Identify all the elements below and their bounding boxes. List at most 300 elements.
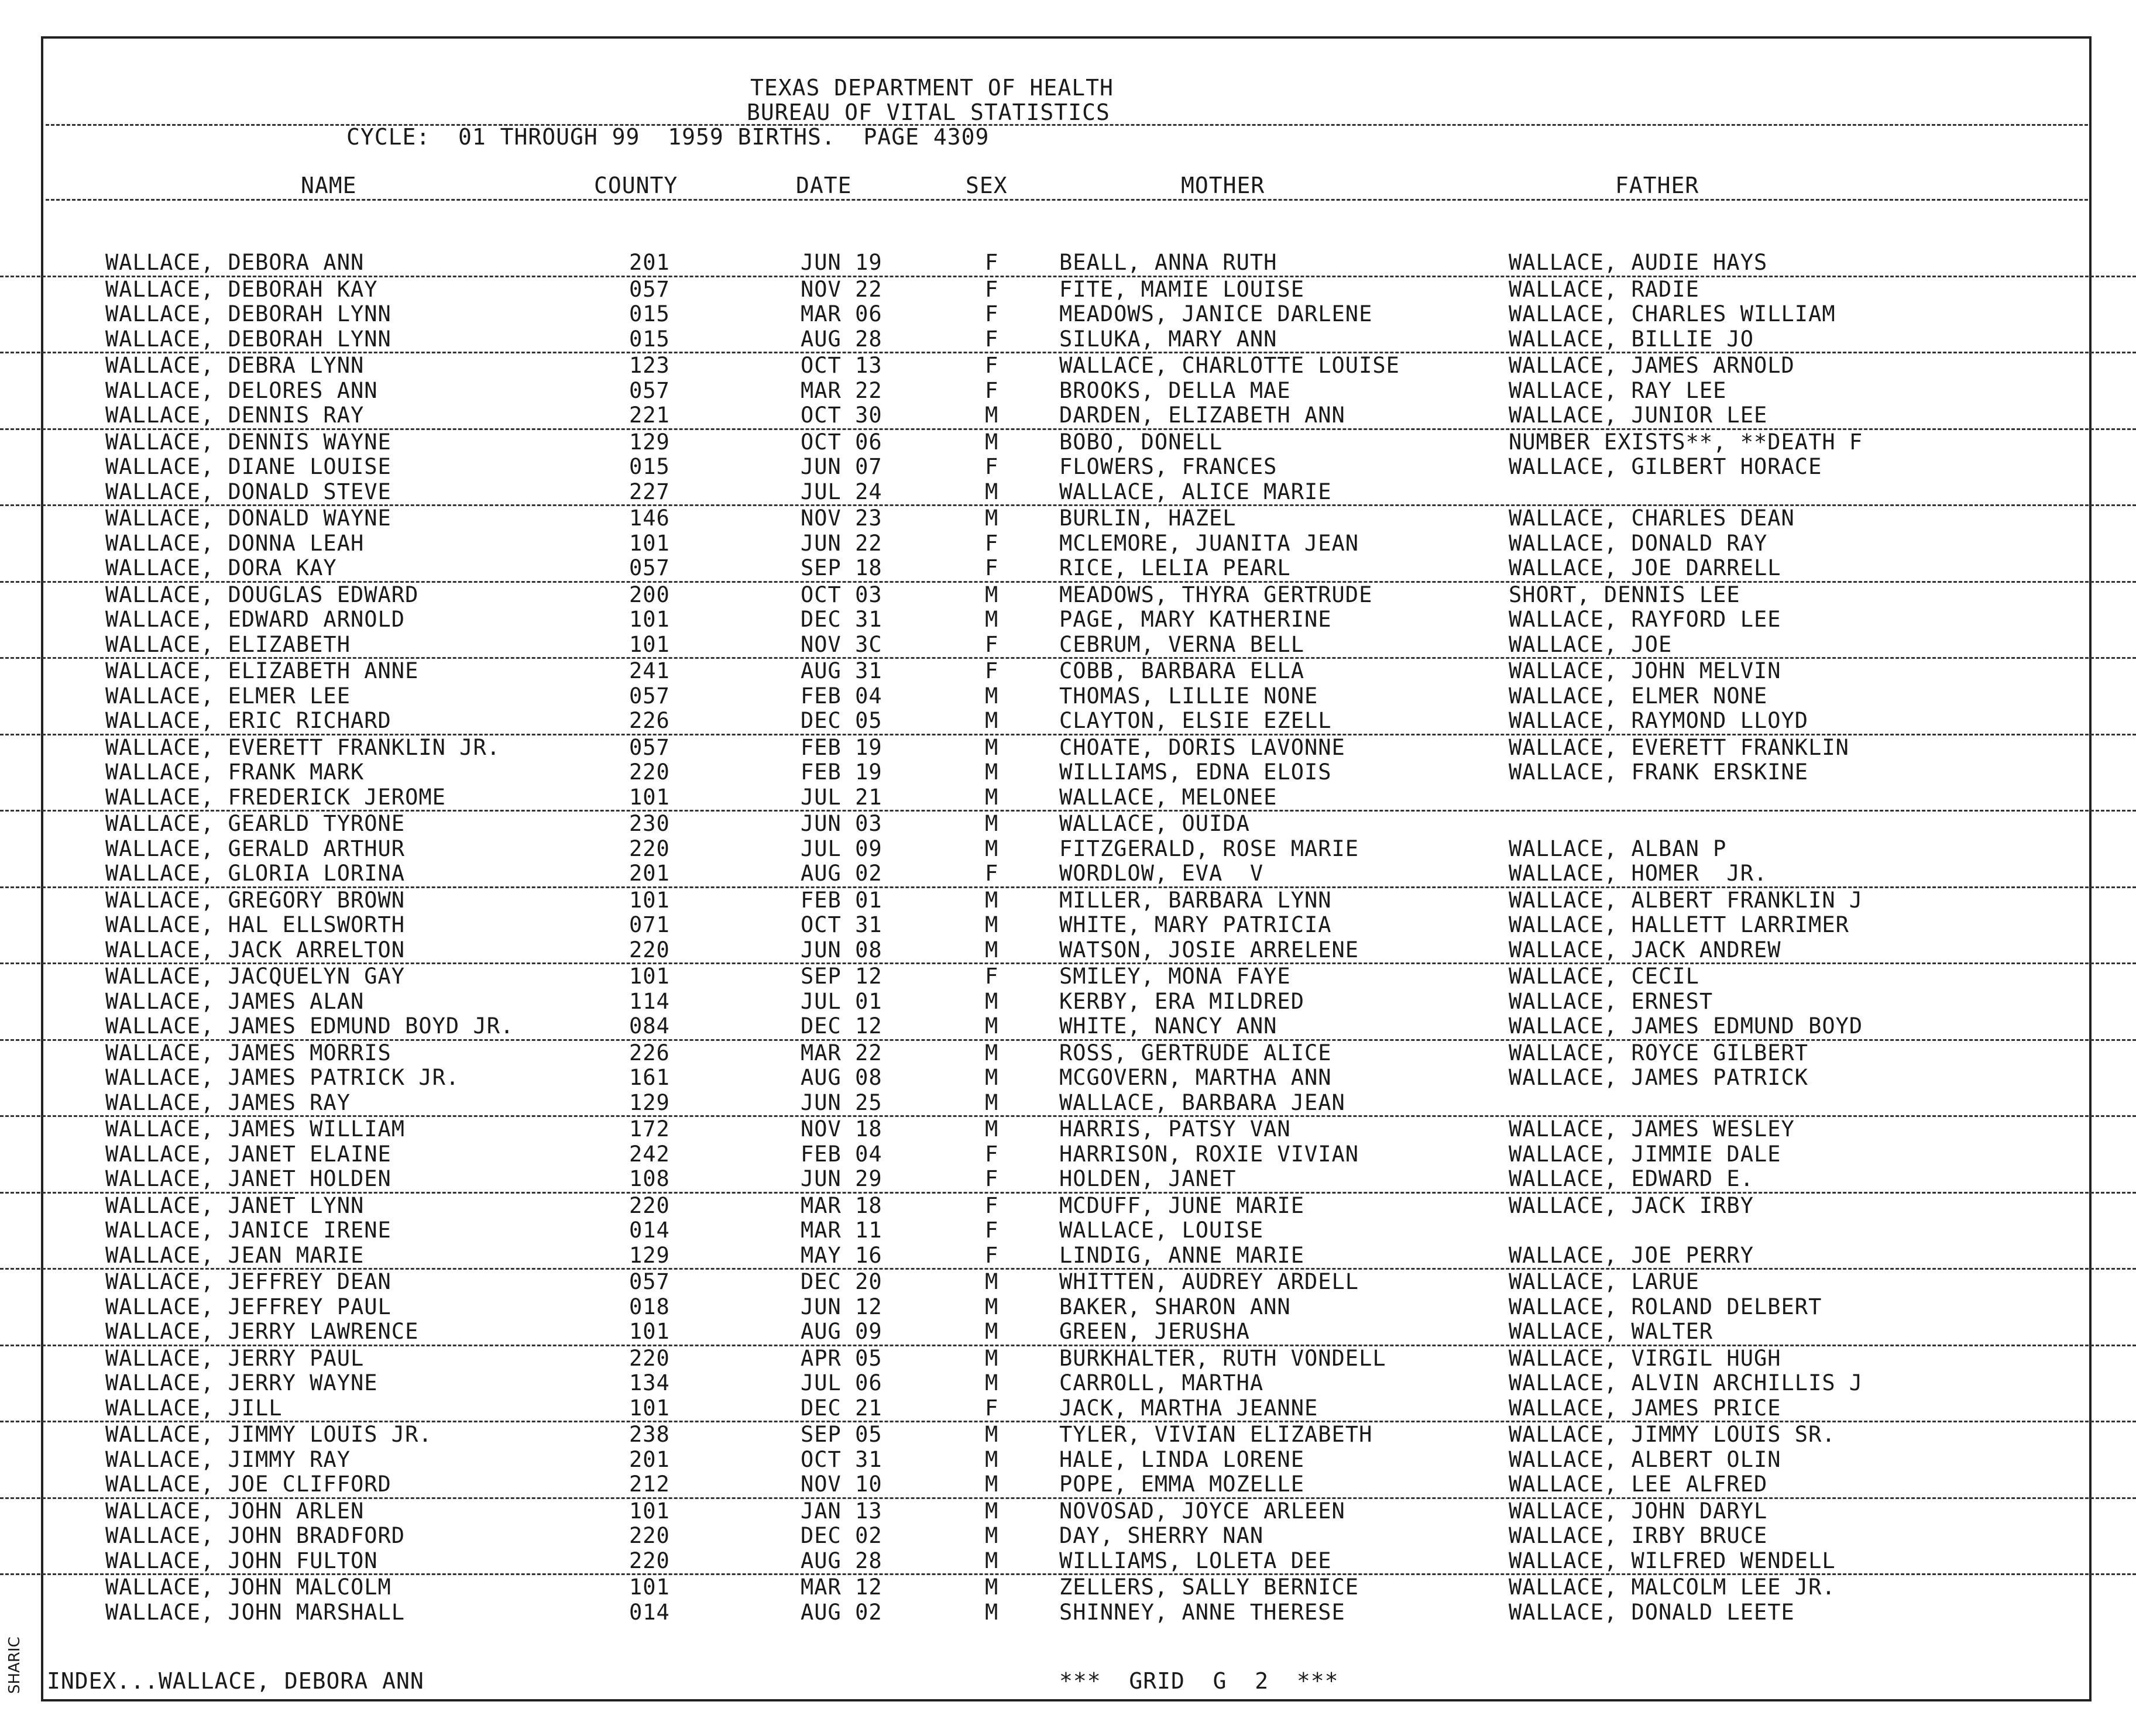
table-row [0, 607, 2136, 632]
table-row [0, 1396, 2136, 1423]
cell-mother: SHINNEY, ANNE THERESE [1059, 1599, 1345, 1625]
cell-county: 161 [629, 1065, 670, 1090]
cell-name: WALLACE, JOHN MALCOLM [105, 1575, 392, 1600]
cell-mother: MEADOWS, JANICE DARLENE [1059, 301, 1373, 326]
cell-county: 101 [629, 631, 670, 657]
records-table [0, 250, 2136, 1625]
cell-name: WALLACE, JOHN BRADFORD [105, 1523, 406, 1548]
cell-mother: SMILEY, MONA FAYE [1059, 964, 1291, 989]
table-row [0, 1600, 2136, 1625]
cell-sex: F [985, 555, 999, 580]
table-row [0, 659, 2136, 684]
cell-sex: F [985, 964, 999, 989]
column-header-sex: SEX [966, 173, 1008, 198]
cell-mother: WALLACE, MELONEE [1059, 784, 1278, 810]
cell-mother: JACK, MARTHA JEANNE [1059, 1395, 1318, 1421]
cell-county: 221 [629, 403, 670, 428]
cell-father: WALLACE, ALBAN P [1509, 836, 1727, 861]
cell-date: OCT 30 [801, 403, 882, 428]
table-row [0, 379, 2136, 404]
cell-date: MAR 11 [801, 1218, 882, 1243]
cell-county: 057 [629, 734, 670, 760]
cell-mother: THOMAS, LILLIE NONE [1059, 683, 1318, 709]
table-row [0, 1218, 2136, 1243]
cell-county: 108 [629, 1166, 670, 1191]
cell-name: WALLACE, DENNIS RAY [105, 403, 365, 428]
cell-father: WALLACE, LARUE [1509, 1269, 1699, 1294]
cell-sex: M [985, 912, 999, 937]
cell-father: WALLACE, RAYMOND LLOYD [1509, 708, 1809, 733]
cell-mother: WHITE, MARY PATRICIA [1059, 912, 1332, 937]
cell-name: WALLACE, JANET LYNN [105, 1192, 365, 1218]
cell-county: 220 [629, 1548, 670, 1573]
cell-date: NOV 23 [801, 506, 882, 531]
cell-sex: M [985, 1370, 999, 1395]
cell-name: WALLACE, JAMES WILLIAM [105, 1116, 406, 1142]
cell-sex: M [985, 836, 999, 861]
cell-name: WALLACE, JIMMY LOUIS JR. [105, 1422, 432, 1447]
cell-county: 123 [629, 353, 670, 378]
table-row [0, 1371, 2136, 1396]
table-row [0, 1270, 2136, 1295]
cell-county: 230 [629, 811, 670, 836]
cell-county: 101 [629, 1395, 670, 1421]
cell-date: OCT 06 [801, 429, 882, 455]
cell-date: MAR 22 [801, 1040, 882, 1065]
cell-name: WALLACE, JEFFREY DEAN [105, 1269, 392, 1294]
cell-name: WALLACE, DEBORAH LYNN [105, 301, 392, 326]
cell-mother: MCLEMORE, JUANITA JEAN [1059, 530, 1359, 556]
table-row [0, 1524, 2136, 1549]
table-row [0, 455, 2136, 480]
cell-county: 238 [629, 1422, 670, 1447]
table-row [0, 583, 2136, 608]
cell-name: WALLACE, DONNA LEAH [105, 530, 365, 556]
cell-father: WALLACE, BILLIE JO [1509, 326, 1754, 352]
cell-father: WALLACE, JOE PERRY [1509, 1242, 1754, 1268]
cell-sex: M [985, 1599, 999, 1625]
table-row [0, 760, 2136, 785]
cell-mother: WHITE, NANCY ANN [1059, 1013, 1278, 1039]
cell-father: WALLACE, EVERETT FRANKLIN [1509, 734, 1849, 760]
table-row [0, 250, 2136, 277]
cell-date: FEB 04 [801, 683, 882, 709]
cell-county: 172 [629, 1116, 670, 1142]
column-header-mother: MOTHER [1181, 173, 1265, 198]
cell-name: WALLACE, JOE CLIFFORD [105, 1472, 392, 1497]
cell-mother: WATSON, JOSIE ARRELENE [1059, 937, 1359, 962]
table-row [0, 277, 2136, 302]
cell-father: WALLACE, JAMES ARNOLD [1509, 353, 1795, 378]
cell-county: 129 [629, 1089, 670, 1115]
cell-name: WALLACE, ELMER LEE [105, 683, 351, 709]
cell-mother: KERBY, ERA MILDRED [1059, 988, 1304, 1014]
cell-father: WALLACE, JACK ANDREW [1509, 937, 1781, 962]
cell-mother: WALLACE, CHARLOTTE LOUISE [1059, 353, 1400, 378]
column-header-name: NAME [301, 173, 357, 198]
cell-name: WALLACE, JOHN FULTON [105, 1548, 378, 1573]
cell-name: WALLACE, JAMES MORRIS [105, 1040, 392, 1065]
cell-date: JUN 22 [801, 530, 882, 556]
cell-name: WALLACE, JAMES RAY [105, 1089, 351, 1115]
cell-sex: M [985, 1065, 999, 1090]
cell-county: 018 [629, 1294, 670, 1319]
cell-mother: BAKER, SHARON ANN [1059, 1294, 1291, 1319]
cell-date: AUG 02 [801, 1599, 882, 1625]
cell-county: 212 [629, 1472, 670, 1497]
cell-name: WALLACE, DONALD STEVE [105, 479, 392, 504]
table-row [0, 735, 2136, 761]
cell-father: WALLACE, ALVIN ARCHILLIS J [1509, 1370, 1863, 1395]
cell-mother: PAGE, MARY KATHERINE [1059, 607, 1332, 632]
cell-county: 200 [629, 582, 670, 607]
cell-name: WALLACE, GEARLD TYRONE [105, 811, 406, 836]
cell-date: FEB 19 [801, 759, 882, 785]
table-row [0, 1142, 2136, 1167]
table-row [0, 327, 2136, 354]
cell-father: WALLACE, AUDIE HAYS [1509, 250, 1768, 275]
cell-county: 101 [629, 1575, 670, 1600]
table-row [0, 964, 2136, 989]
cell-county: 226 [629, 1040, 670, 1065]
cell-county: 242 [629, 1141, 670, 1167]
cell-date: MAR 18 [801, 1192, 882, 1218]
cell-date: FEB 19 [801, 734, 882, 760]
cell-father: WALLACE, RADIE [1509, 276, 1699, 302]
table-row [0, 1422, 2136, 1448]
cell-sex: M [985, 1345, 999, 1371]
cell-county: 129 [629, 429, 670, 455]
cell-name: WALLACE, DIANE LOUISE [105, 454, 392, 479]
cell-mother: FITE, MAMIE LOUISE [1059, 276, 1304, 302]
cell-county: 226 [629, 708, 670, 733]
table-row [0, 1014, 2136, 1041]
cell-sex: F [985, 861, 999, 886]
cell-mother: WILLIAMS, EDNA ELOIS [1059, 759, 1332, 785]
cell-mother: HARRIS, PATSY VAN [1059, 1116, 1291, 1142]
cell-county: 101 [629, 887, 670, 913]
cell-date: SEP 05 [801, 1422, 882, 1447]
cell-father: WALLACE, FRANK ERSKINE [1509, 759, 1809, 785]
cell-county: 101 [629, 784, 670, 810]
table-row [0, 1117, 2136, 1142]
cell-county: 015 [629, 326, 670, 352]
cell-mother: FITZGERALD, ROSE MARIE [1059, 836, 1359, 861]
column-header-county: COUNTY [594, 173, 678, 198]
cell-sex: F [985, 1166, 999, 1191]
cell-sex: M [985, 1575, 999, 1600]
column-header-father: FATHER [1615, 173, 1699, 198]
table-row [0, 556, 2136, 583]
cell-date: JUL 06 [801, 1370, 882, 1395]
cell-county: 129 [629, 1242, 670, 1268]
cell-father: WALLACE, ELMER NONE [1509, 683, 1768, 709]
table-row [0, 302, 2136, 327]
cell-date: JUN 25 [801, 1089, 882, 1115]
cell-name: WALLACE, GREGORY BROWN [105, 887, 406, 913]
cell-mother: DARDEN, ELIZABETH ANN [1059, 403, 1345, 428]
cell-name: WALLACE, DEBRA LYNN [105, 353, 365, 378]
column-header-rule [46, 199, 2088, 201]
cell-name: WALLACE, EVERETT FRANKLIN JR. [105, 734, 501, 760]
cell-county: 220 [629, 1192, 670, 1218]
cell-name: WALLACE, JANICE IRENE [105, 1218, 392, 1243]
cell-mother: LINDIG, ANNE MARIE [1059, 1242, 1304, 1268]
cell-name: WALLACE, JAMES PATRICK JR. [105, 1065, 460, 1090]
cell-sex: F [985, 1218, 999, 1243]
cell-date: MAR 06 [801, 301, 882, 326]
cell-sex: F [985, 1395, 999, 1421]
cell-county: 201 [629, 250, 670, 275]
column-header-date: DATE [796, 173, 852, 198]
cell-father: WALLACE, DONALD LEETE [1509, 1599, 1795, 1625]
cell-sex: M [985, 1269, 999, 1294]
cell-name: WALLACE, ELIZABETH [105, 631, 351, 657]
table-row [0, 785, 2136, 812]
cell-date: MAR 12 [801, 1575, 882, 1600]
cell-date: FEB 01 [801, 887, 882, 913]
cell-sex: M [985, 811, 999, 836]
cell-date: AUG 02 [801, 861, 882, 886]
cell-father: WALLACE, ALBERT FRANKLIN J [1509, 887, 1863, 913]
table-row [0, 1346, 2136, 1371]
cell-father: WALLACE, LEE ALFRED [1509, 1472, 1768, 1497]
table-row [0, 1194, 2136, 1219]
cell-county: 220 [629, 759, 670, 785]
cell-name: WALLACE, JOHN MARSHALL [105, 1599, 406, 1625]
cell-father: WALLACE, RAYFORD LEE [1509, 607, 1781, 632]
cell-father: WALLACE, JAMES EDMUND BOYD [1509, 1013, 1863, 1039]
cell-date: NOV 22 [801, 276, 882, 302]
cell-father: WALLACE, IRBY BRUCE [1509, 1523, 1768, 1548]
cell-father: WALLACE, JUNIOR LEE [1509, 403, 1768, 428]
cell-father: WALLACE, WILFRED WENDELL [1509, 1548, 1836, 1573]
cell-sex: M [985, 988, 999, 1014]
table-row [0, 1549, 2136, 1576]
cell-date: JUN 08 [801, 937, 882, 962]
cell-father: WALLACE, CECIL [1509, 964, 1699, 989]
cell-sex: F [985, 326, 999, 352]
table-row [0, 989, 2136, 1015]
cell-father: WALLACE, JAMES PATRICK [1509, 1065, 1809, 1090]
cell-father: WALLACE, HOMER JR. [1509, 861, 1768, 886]
cell-date: FEB 04 [801, 1141, 882, 1167]
cell-mother: ROSS, GERTRUDE ALICE [1059, 1040, 1332, 1065]
cell-father: WALLACE, JOHN MELVIN [1509, 658, 1781, 683]
cell-mother: COBB, BARBARA ELLA [1059, 658, 1304, 683]
cell-name: WALLACE, DEBORA ANN [105, 250, 365, 275]
cell-name: WALLACE, DOUGLAS EDWARD [105, 582, 419, 607]
cell-sex: M [985, 1446, 999, 1472]
table-row [0, 684, 2136, 709]
cell-name: WALLACE, JOHN ARLEN [105, 1498, 365, 1524]
cell-county: 057 [629, 377, 670, 403]
cell-date: AUG 28 [801, 1548, 882, 1573]
cell-county: 227 [629, 479, 670, 504]
cell-sex: M [985, 759, 999, 785]
cell-mother: MCGOVERN, MARTHA ANN [1059, 1065, 1332, 1090]
cell-sex: M [985, 607, 999, 632]
cell-mother: CHOATE, DORIS LAVONNE [1059, 734, 1345, 760]
cell-county: 146 [629, 506, 670, 531]
cell-county: 101 [629, 607, 670, 632]
cell-sex: M [985, 429, 999, 455]
cell-sex: F [985, 250, 999, 275]
cell-mother: CARROLL, MARTHA [1059, 1370, 1264, 1395]
table-row [0, 1065, 2136, 1091]
cell-mother: POPE, EMMA MOZELLE [1059, 1472, 1304, 1497]
cell-father: WALLACE, HALLETT LARRIMER [1509, 912, 1849, 937]
cell-name: WALLACE, DENNIS WAYNE [105, 429, 392, 455]
cell-date: JUL 09 [801, 836, 882, 861]
cell-name: WALLACE, JERRY WAYNE [105, 1370, 378, 1395]
cell-father: WALLACE, ROYCE GILBERT [1509, 1040, 1809, 1065]
cell-county: 071 [629, 912, 670, 937]
table-row [0, 1319, 2136, 1346]
cell-mother: BOBO, DONELL [1059, 429, 1223, 455]
cell-mother: HALE, LINDA LORENE [1059, 1446, 1304, 1472]
cell-mother: HOLDEN, JANET [1059, 1166, 1237, 1191]
cell-sex: M [985, 887, 999, 913]
cell-name: WALLACE, DELORES ANN [105, 377, 378, 403]
cell-date: JUN 12 [801, 1294, 882, 1319]
cell-sex: F [985, 631, 999, 657]
cell-father: SHORT, DENNIS LEE [1509, 582, 1740, 607]
cell-mother: WHITTEN, AUDREY ARDELL [1059, 1269, 1359, 1294]
cell-mother: GREEN, JERUSHA [1059, 1319, 1250, 1344]
cell-name: WALLACE, DONALD WAYNE [105, 506, 392, 531]
table-row [0, 888, 2136, 913]
cell-father: WALLACE, JACK IRBY [1509, 1192, 1754, 1218]
cell-county: 241 [629, 658, 670, 683]
side-mark: SHARIC [6, 1637, 23, 1694]
cell-name: WALLACE, DEBORAH KAY [105, 276, 378, 302]
cell-date: AUG 08 [801, 1065, 882, 1090]
cell-county: 015 [629, 454, 670, 479]
cell-sex: F [985, 377, 999, 403]
cell-county: 134 [629, 1370, 670, 1395]
cell-sex: M [985, 683, 999, 709]
cell-date: MAY 16 [801, 1242, 882, 1268]
cell-sex: M [985, 1089, 999, 1115]
cell-father: WALLACE, DONALD RAY [1509, 530, 1768, 556]
cell-date: OCT 31 [801, 912, 882, 937]
cell-sex: F [985, 1242, 999, 1268]
table-row [0, 837, 2136, 862]
cell-father: WALLACE, ALBERT OLIN [1509, 1446, 1781, 1472]
cell-date: JUN 29 [801, 1166, 882, 1191]
cell-mother: WORDLOW, EVA V [1059, 861, 1264, 886]
cell-mother: NOVOSAD, JOYCE ARLEEN [1059, 1498, 1345, 1524]
cell-date: DEC 02 [801, 1523, 882, 1548]
cell-sex: F [985, 1141, 999, 1167]
cell-county: 057 [629, 555, 670, 580]
cell-sex: M [985, 506, 999, 531]
footer-index: INDEX...WALLACE, DEBORA ANN [47, 1668, 424, 1694]
cell-sex: M [985, 734, 999, 760]
cell-name: WALLACE, JANET ELAINE [105, 1141, 392, 1167]
cell-date: SEP 12 [801, 964, 882, 989]
cell-county: 101 [629, 1319, 670, 1344]
cell-date: OCT 13 [801, 353, 882, 378]
table-row [0, 506, 2136, 531]
cell-sex: F [985, 353, 999, 378]
cell-name: WALLACE, JERRY PAUL [105, 1345, 365, 1371]
footer-grid: *** GRID G 2 *** [1059, 1668, 1339, 1694]
cell-date: SEP 18 [801, 555, 882, 580]
cell-name: WALLACE, JILL [105, 1395, 283, 1421]
cell-name: WALLACE, JAMES EDMUND BOYD JR. [105, 1013, 514, 1039]
cell-date: JUL 24 [801, 479, 882, 504]
table-row [0, 1575, 2136, 1600]
cell-sex: F [985, 1192, 999, 1218]
cell-sex: M [985, 582, 999, 607]
cell-father: WALLACE, JOHN DARYL [1509, 1498, 1768, 1524]
cell-sex: F [985, 454, 999, 479]
cell-father: WALLACE, JIMMIE DALE [1509, 1141, 1781, 1167]
cell-name: WALLACE, JEAN MARIE [105, 1242, 365, 1268]
table-row [0, 1472, 2136, 1499]
cell-name: WALLACE, GERALD ARTHUR [105, 836, 406, 861]
table-row [0, 1499, 2136, 1524]
cell-father: WALLACE, ROLAND DELBERT [1509, 1294, 1822, 1319]
cell-sex: M [985, 1116, 999, 1142]
cell-county: 014 [629, 1599, 670, 1625]
cell-mother: BURLIN, HAZEL [1059, 506, 1237, 531]
table-row [0, 1091, 2136, 1118]
cell-county: 057 [629, 683, 670, 709]
cell-mother: RICE, LELIA PEARL [1059, 555, 1291, 580]
cell-name: WALLACE, JAMES ALAN [105, 988, 365, 1014]
cell-sex: M [985, 1040, 999, 1065]
cell-mother: SILUKA, MARY ANN [1059, 326, 1278, 352]
cell-date: JUN 07 [801, 454, 882, 479]
cell-date: NOV 10 [801, 1472, 882, 1497]
cell-mother: BURKHALTER, RUTH VONDELL [1059, 1345, 1386, 1371]
table-row [0, 430, 2136, 455]
cell-mother: WALLACE, OUIDA [1059, 811, 1250, 836]
cell-name: WALLACE, GLORIA LORINA [105, 861, 406, 886]
cell-name: WALLACE, JACK ARRELTON [105, 937, 406, 962]
cell-sex: F [985, 658, 999, 683]
cell-county: 220 [629, 937, 670, 962]
cell-father: NUMBER EXISTS**, **DEATH F [1509, 429, 1863, 455]
cell-date: DEC 31 [801, 607, 882, 632]
table-row [0, 480, 2136, 507]
cell-date: NOV 3C [801, 631, 882, 657]
cell-name: WALLACE, JIMMY RAY [105, 1446, 351, 1472]
cell-mother: FLOWERS, FRANCES [1059, 454, 1278, 479]
cell-mother: CLAYTON, ELSIE EZELL [1059, 708, 1332, 733]
cell-father: WALLACE, GILBERT HORACE [1509, 454, 1822, 479]
cell-mother: MEADOWS, THYRA GERTRUDE [1059, 582, 1373, 607]
cell-sex: M [985, 937, 999, 962]
cell-date: DEC 05 [801, 708, 882, 733]
cell-sex: F [985, 276, 999, 302]
cell-county: 084 [629, 1013, 670, 1039]
cell-date: AUG 31 [801, 658, 882, 683]
cell-sex: M [985, 1523, 999, 1548]
cell-sex: M [985, 1294, 999, 1319]
cell-county: 201 [629, 1446, 670, 1472]
cell-mother: WALLACE, LOUISE [1059, 1218, 1264, 1243]
cell-name: WALLACE, JANET HOLDEN [105, 1166, 392, 1191]
header-cycle: CYCLE: 01 THROUGH 99 1959 BIRTHS. PAGE 4309 [346, 124, 990, 150]
cell-mother: MILLER, BARBARA LYNN [1059, 887, 1332, 913]
cell-date: JUN 19 [801, 250, 882, 275]
cell-father: WALLACE, MALCOLM LEE JR. [1509, 1575, 1836, 1600]
cell-sex: M [985, 708, 999, 733]
